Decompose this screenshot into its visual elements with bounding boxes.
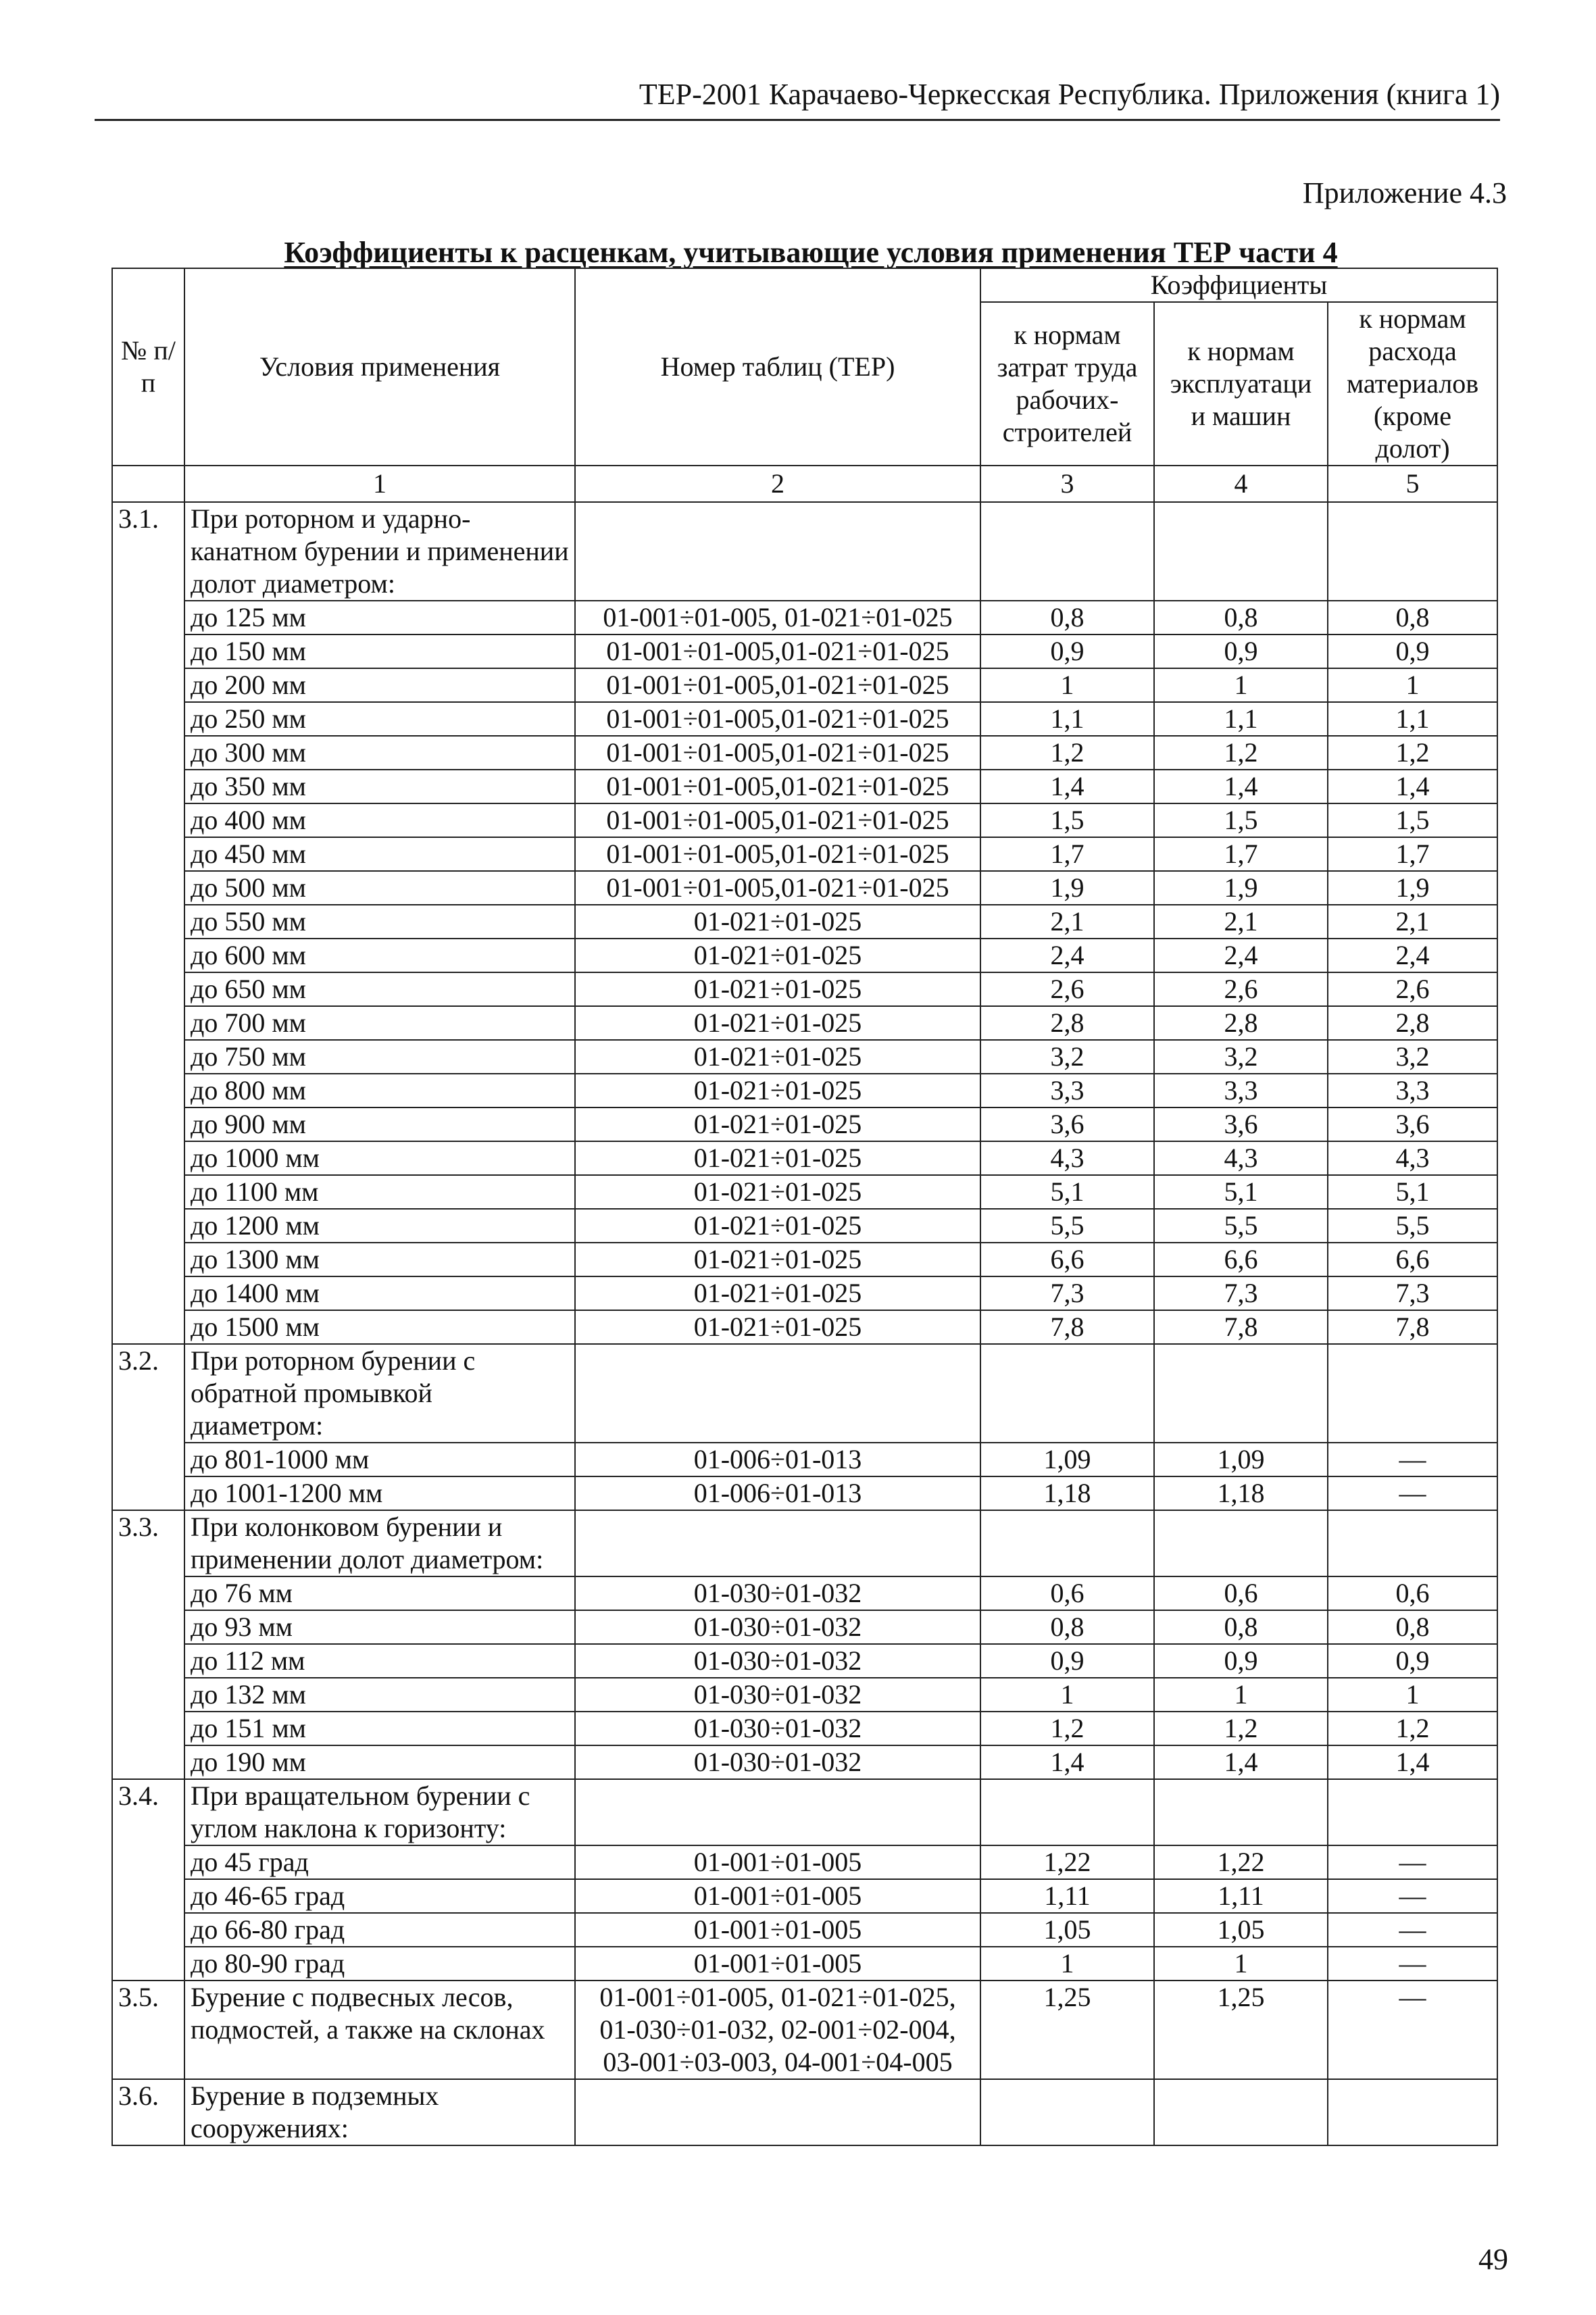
materials-coef-cell: 0,9	[1328, 634, 1497, 668]
labor-coef-cell: 1,18	[980, 1476, 1154, 1510]
labor-coef-cell: 2,4	[980, 939, 1154, 972]
materials-coef-cell: —	[1328, 1947, 1497, 1981]
section-labor	[980, 1779, 1154, 1845]
labor-coef-cell: 0,6	[980, 1576, 1154, 1610]
tables-cell: 01-030÷01-032	[575, 1678, 980, 1712]
machines-coef-cell: 1	[1154, 1678, 1328, 1712]
machines-coef-cell: 1,2	[1154, 736, 1328, 770]
machines-coef-cell: 2,6	[1154, 972, 1328, 1006]
table-row	[112, 601, 1497, 634]
condition-cell: до 700 мм	[184, 1006, 575, 1040]
table-row	[112, 1040, 1497, 1074]
condition-cell: до 450 мм	[184, 837, 575, 871]
condition-cell: до 801-1000 мм	[184, 1443, 575, 1476]
section-materials: —	[1328, 1981, 1497, 2079]
materials-coef-cell: 1,2	[1328, 736, 1497, 770]
machines-coef-cell: 3,6	[1154, 1107, 1328, 1141]
condition-cell: до 550 мм	[184, 905, 575, 939]
section-labor	[980, 502, 1154, 601]
materials-coef-cell: 1	[1328, 1678, 1497, 1712]
tables-cell: 01-006÷01-013	[575, 1476, 980, 1510]
machines-coef-cell: 5,1	[1154, 1175, 1328, 1209]
tables-cell: 01-021÷01-025	[575, 1175, 980, 1209]
tables-cell: 01-021÷01-025	[575, 939, 980, 972]
machines-coef-cell: 2,1	[1154, 905, 1328, 939]
labor-coef-cell: 1	[980, 1947, 1154, 1981]
condition-cell: до 76 мм	[184, 1576, 575, 1610]
labor-coef-cell: 1,09	[980, 1443, 1154, 1476]
table-row	[112, 1712, 1497, 1745]
machines-coef-cell: 1,05	[1154, 1913, 1328, 1947]
table-row	[112, 803, 1497, 837]
header-col-machines: к нормам эксплуатаци и машин	[1154, 302, 1328, 466]
table-body	[112, 502, 1497, 2145]
tables-cell: 01-030÷01-032	[575, 1712, 980, 1745]
table-row	[112, 1074, 1497, 1107]
section-number: 3.3.	[112, 1510, 184, 1779]
machines-coef-cell: 0,6	[1154, 1576, 1328, 1610]
tables-cell: 01-021÷01-025	[575, 1209, 980, 1243]
labor-coef-cell: 2,6	[980, 972, 1154, 1006]
table-title: Коэффициенты к расценкам, учитывающие условия применения ТЕР части 4	[284, 236, 1338, 269]
labor-coef-cell: 3,3	[980, 1074, 1154, 1107]
section-tables	[575, 1779, 980, 1845]
condition-cell: до 1001-1200 мм	[184, 1476, 575, 1510]
materials-coef-cell: —	[1328, 1476, 1497, 1510]
machines-coef-cell: 0,9	[1154, 634, 1328, 668]
condition-cell: до 900 мм	[184, 1107, 575, 1141]
materials-coef-cell: 0,9	[1328, 1644, 1497, 1678]
table-row	[112, 1443, 1497, 1476]
tables-cell: 01-021÷01-025	[575, 1276, 980, 1310]
column-number: 1	[184, 466, 575, 502]
section-materials	[1328, 1510, 1497, 1576]
materials-coef-cell: 2,8	[1328, 1006, 1497, 1040]
tables-cell: 01-001÷01-005,01-021÷01-025	[575, 770, 980, 803]
tables-cell: 01-001÷01-005,01-021÷01-025	[575, 668, 980, 702]
machines-coef-cell: 1,9	[1154, 871, 1328, 905]
table-row	[112, 668, 1497, 702]
materials-coef-cell: 2,6	[1328, 972, 1497, 1006]
header-col-group: Коэффициенты	[980, 268, 1497, 302]
table-row	[112, 905, 1497, 939]
condition-cell: до 1400 мм	[184, 1276, 575, 1310]
section-machines	[1154, 1510, 1328, 1576]
tables-cell: 01-001÷01-005	[575, 1845, 980, 1879]
condition-cell: до 1300 мм	[184, 1243, 575, 1276]
condition-cell: до 300 мм	[184, 736, 575, 770]
materials-coef-cell: 1,4	[1328, 1745, 1497, 1779]
table-row	[112, 837, 1497, 871]
labor-coef-cell: 1	[980, 1678, 1154, 1712]
section-machines	[1154, 2079, 1328, 2145]
machines-coef-cell: 2,4	[1154, 939, 1328, 972]
labor-coef-cell: 2,8	[980, 1006, 1154, 1040]
section-row	[112, 1779, 1497, 1845]
table-row	[112, 1644, 1497, 1678]
labor-coef-cell: 1,4	[980, 1745, 1154, 1779]
section-labor	[980, 2079, 1154, 2145]
machines-coef-cell: 6,6	[1154, 1243, 1328, 1276]
section-title: При колонковом бурении и применении долот диаметром:	[184, 1510, 575, 1576]
materials-coef-cell: 3,2	[1328, 1040, 1497, 1074]
table-row	[112, 939, 1497, 972]
section-tables	[575, 2079, 980, 2145]
section-tables	[575, 1344, 980, 1443]
table-row	[112, 1476, 1497, 1510]
condition-cell: до 46-65 град	[184, 1879, 575, 1913]
condition-cell: до 66-80 град	[184, 1913, 575, 1947]
labor-coef-cell: 1,22	[980, 1845, 1154, 1879]
tables-cell: 01-001÷01-005,01-021÷01-025	[575, 702, 980, 736]
section-title: При роторном бурении с обратной промывкой диаметром:	[184, 1344, 575, 1443]
materials-coef-cell: 0,6	[1328, 1576, 1497, 1610]
tables-cell: 01-001÷01-005	[575, 1947, 980, 1981]
table-row	[112, 702, 1497, 736]
condition-cell: до 750 мм	[184, 1040, 575, 1074]
condition-cell: до 200 мм	[184, 668, 575, 702]
section-tables	[575, 502, 980, 601]
materials-coef-cell: 1,2	[1328, 1712, 1497, 1745]
table-row	[112, 1209, 1497, 1243]
column-number: 5	[1328, 466, 1497, 502]
tables-cell: 01-001÷01-005,01-021÷01-025	[575, 871, 980, 905]
materials-coef-cell: 2,4	[1328, 939, 1497, 972]
machines-coef-cell: 1,5	[1154, 803, 1328, 837]
tables-cell: 01-021÷01-025	[575, 1006, 980, 1040]
machines-coef-cell: 1,18	[1154, 1476, 1328, 1510]
materials-coef-cell: —	[1328, 1879, 1497, 1913]
condition-cell: до 80-90 град	[184, 1947, 575, 1981]
condition-cell: до 800 мм	[184, 1074, 575, 1107]
machines-coef-cell: 4,3	[1154, 1141, 1328, 1175]
section-number: 3.4.	[112, 1779, 184, 1981]
section-labor: 1,25	[980, 1981, 1154, 2079]
column-number: 3	[980, 466, 1154, 502]
section-materials	[1328, 2079, 1497, 2145]
section-row	[112, 2079, 1497, 2145]
table-row	[112, 871, 1497, 905]
condition-cell: до 1200 мм	[184, 1209, 575, 1243]
materials-coef-cell: 0,8	[1328, 601, 1497, 634]
machines-coef-cell: 5,5	[1154, 1209, 1328, 1243]
condition-cell: до 112 мм	[184, 1644, 575, 1678]
tables-cell: 01-001÷01-005	[575, 1879, 980, 1913]
machines-coef-cell: 1,4	[1154, 1745, 1328, 1779]
materials-coef-cell: 4,3	[1328, 1141, 1497, 1175]
labor-coef-cell: 5,5	[980, 1209, 1154, 1243]
tables-cell: 01-021÷01-025	[575, 1243, 980, 1276]
section-materials	[1328, 502, 1497, 601]
section-title: Бурение с подвесных лесов, подмостей, а также на склонах	[184, 1981, 575, 2079]
machines-coef-cell: 1,11	[1154, 1879, 1328, 1913]
condition-cell: до 151 мм	[184, 1712, 575, 1745]
labor-coef-cell: 1	[980, 668, 1154, 702]
machines-coef-cell: 3,2	[1154, 1040, 1328, 1074]
condition-cell: до 45 град	[184, 1845, 575, 1879]
tables-cell: 01-021÷01-025	[575, 1074, 980, 1107]
table-row	[112, 1610, 1497, 1644]
tables-cell: 01-001÷01-005	[575, 1913, 980, 1947]
section-row	[112, 1981, 1497, 2079]
section-materials	[1328, 1344, 1497, 1443]
materials-coef-cell: 5,1	[1328, 1175, 1497, 1209]
table-row	[112, 1576, 1497, 1610]
section-title: Бурение в подземных сооружениях:	[184, 2079, 575, 2145]
tables-cell: 01-030÷01-032	[575, 1576, 980, 1610]
tables-cell: 01-021÷01-025	[575, 1310, 980, 1344]
materials-coef-cell: 1,9	[1328, 871, 1497, 905]
section-row	[112, 502, 1497, 601]
table-row	[112, 1678, 1497, 1712]
machines-coef-cell: 0,8	[1154, 601, 1328, 634]
table-row	[112, 634, 1497, 668]
table-row	[112, 736, 1497, 770]
table-row	[112, 1947, 1497, 1981]
section-machines	[1154, 502, 1328, 601]
section-machines: 1,25	[1154, 1981, 1328, 2079]
tables-cell: 01-001÷01-005,01-021÷01-025	[575, 803, 980, 837]
labor-coef-cell: 6,6	[980, 1243, 1154, 1276]
labor-coef-cell: 7,8	[980, 1310, 1154, 1344]
labor-coef-cell: 2,1	[980, 905, 1154, 939]
section-row	[112, 1344, 1497, 1443]
section-title: При роторном и ударно-канатном бурении и применении долот диаметром:	[184, 502, 575, 601]
materials-coef-cell: 1,7	[1328, 837, 1497, 871]
machines-coef-cell: 1,4	[1154, 770, 1328, 803]
condition-cell: до 250 мм	[184, 702, 575, 736]
table-row	[112, 1175, 1497, 1209]
materials-coef-cell: 1,4	[1328, 770, 1497, 803]
condition-cell: до 500 мм	[184, 871, 575, 905]
materials-coef-cell: 7,8	[1328, 1310, 1497, 1344]
labor-coef-cell: 3,6	[980, 1107, 1154, 1141]
column-number: 2	[575, 466, 980, 502]
page-number: 49	[1478, 2243, 1508, 2276]
materials-coef-cell: 1,5	[1328, 803, 1497, 837]
header-col-no: № п/п	[112, 268, 184, 466]
materials-coef-cell: 5,5	[1328, 1209, 1497, 1243]
tables-cell: 01-021÷01-025	[575, 1107, 980, 1141]
column-number	[112, 466, 184, 502]
condition-cell: до 125 мм	[184, 601, 575, 634]
coefficients-table	[111, 268, 1498, 2146]
materials-coef-cell: 2,1	[1328, 905, 1497, 939]
labor-coef-cell: 1,5	[980, 803, 1154, 837]
labor-coef-cell: 1,9	[980, 871, 1154, 905]
table-row	[112, 1243, 1497, 1276]
condition-cell: до 1100 мм	[184, 1175, 575, 1209]
tables-cell: 01-021÷01-025	[575, 1040, 980, 1074]
section-machines	[1154, 1779, 1328, 1845]
condition-cell: до 190 мм	[184, 1745, 575, 1779]
materials-coef-cell: —	[1328, 1845, 1497, 1879]
section-tables	[575, 1510, 980, 1576]
tables-cell: 01-021÷01-025	[575, 905, 980, 939]
section-number: 3.2.	[112, 1344, 184, 1510]
table-header	[112, 268, 1497, 502]
table-row	[112, 1107, 1497, 1141]
table-row	[112, 770, 1497, 803]
machines-coef-cell: 1,22	[1154, 1845, 1328, 1879]
table-row	[112, 1913, 1497, 1947]
machines-coef-cell: 7,3	[1154, 1276, 1328, 1310]
header-col-labor: к нормам затрат труда рабочих-строителей	[980, 302, 1154, 466]
header-col-tables: Номер таблиц (ТЕР)	[575, 268, 980, 466]
tables-cell: 01-006÷01-013	[575, 1443, 980, 1476]
header-col-materials: к нормам расхода материалов (кроме долот)	[1328, 302, 1497, 466]
machines-coef-cell: 0,9	[1154, 1644, 1328, 1678]
section-tables: 01-001÷01-005, 01-021÷01-025, 01-030÷01-032, 02-001÷02-004, 03-001÷03-003, 04-001÷04-005	[575, 1981, 980, 2079]
materials-coef-cell: 1,1	[1328, 702, 1497, 736]
condition-cell: до 400 мм	[184, 803, 575, 837]
section-row	[112, 1510, 1497, 1576]
materials-coef-cell: 7,3	[1328, 1276, 1497, 1310]
section-labor	[980, 1344, 1154, 1443]
machines-coef-cell: 1,1	[1154, 702, 1328, 736]
machines-coef-cell: 1,7	[1154, 837, 1328, 871]
labor-coef-cell: 0,8	[980, 1610, 1154, 1644]
tables-cell: 01-030÷01-032	[575, 1745, 980, 1779]
table-row	[112, 1276, 1497, 1310]
table-row	[112, 972, 1497, 1006]
tables-cell: 01-001÷01-005,01-021÷01-025	[575, 634, 980, 668]
machines-coef-cell: 3,3	[1154, 1074, 1328, 1107]
machines-coef-cell: 1	[1154, 1947, 1328, 1981]
machines-coef-cell: 2,8	[1154, 1006, 1328, 1040]
table-row	[112, 1745, 1497, 1779]
labor-coef-cell: 0,8	[980, 601, 1154, 634]
tables-cell: 01-001÷01-005,01-021÷01-025	[575, 837, 980, 871]
table-row	[112, 1141, 1497, 1175]
tables-cell: 01-030÷01-032	[575, 1610, 980, 1644]
condition-cell: до 150 мм	[184, 634, 575, 668]
materials-coef-cell: 0,8	[1328, 1610, 1497, 1644]
labor-coef-cell: 1,05	[980, 1913, 1154, 1947]
labor-coef-cell: 7,3	[980, 1276, 1154, 1310]
materials-coef-cell: 6,6	[1328, 1243, 1497, 1276]
condition-cell: до 1500 мм	[184, 1310, 575, 1344]
section-number: 3.6.	[112, 2079, 184, 2145]
condition-cell: до 650 мм	[184, 972, 575, 1006]
materials-coef-cell: 1	[1328, 668, 1497, 702]
tables-cell: 01-021÷01-025	[575, 972, 980, 1006]
materials-coef-cell: —	[1328, 1913, 1497, 1947]
tables-cell: 01-001÷01-005, 01-021÷01-025	[575, 601, 980, 634]
labor-coef-cell: 1,7	[980, 837, 1154, 871]
table-row	[112, 1879, 1497, 1913]
machines-coef-cell: 1	[1154, 668, 1328, 702]
machines-coef-cell: 1,09	[1154, 1443, 1328, 1476]
labor-coef-cell: 0,9	[980, 634, 1154, 668]
column-number: 4	[1154, 466, 1328, 502]
header-col-conditions: Условия применения	[184, 268, 575, 466]
running-header: ТЕР-2001 Карачаево-Черкесская Республика. Приложения (книга 1)	[95, 76, 1500, 121]
labor-coef-cell: 4,3	[980, 1141, 1154, 1175]
labor-coef-cell: 3,2	[980, 1040, 1154, 1074]
labor-coef-cell: 0,9	[980, 1644, 1154, 1678]
section-number: 3.1.	[112, 502, 184, 1344]
tables-cell: 01-001÷01-005,01-021÷01-025	[575, 736, 980, 770]
labor-coef-cell: 1,4	[980, 770, 1154, 803]
labor-coef-cell: 1,1	[980, 702, 1154, 736]
table-row	[112, 1006, 1497, 1040]
labor-coef-cell: 5,1	[980, 1175, 1154, 1209]
labor-coef-cell: 1,11	[980, 1879, 1154, 1913]
machines-coef-cell: 0,8	[1154, 1610, 1328, 1644]
section-materials	[1328, 1779, 1497, 1845]
condition-cell: до 132 мм	[184, 1678, 575, 1712]
table-row	[112, 1310, 1497, 1344]
tables-cell: 01-021÷01-025	[575, 1141, 980, 1175]
condition-cell: до 350 мм	[184, 770, 575, 803]
tables-cell: 01-030÷01-032	[575, 1644, 980, 1678]
condition-cell: до 93 мм	[184, 1610, 575, 1644]
labor-coef-cell: 1,2	[980, 1712, 1154, 1745]
table-row	[112, 1845, 1497, 1879]
machines-coef-cell: 7,8	[1154, 1310, 1328, 1344]
section-labor	[980, 1510, 1154, 1576]
section-machines	[1154, 1344, 1328, 1443]
materials-coef-cell: —	[1328, 1443, 1497, 1476]
condition-cell: до 600 мм	[184, 939, 575, 972]
materials-coef-cell: 3,3	[1328, 1074, 1497, 1107]
materials-coef-cell: 3,6	[1328, 1107, 1497, 1141]
column-number-row	[112, 466, 1497, 502]
section-title: При вращательном бурении с углом наклона к горизонту:	[184, 1779, 575, 1845]
labor-coef-cell: 1,2	[980, 736, 1154, 770]
machines-coef-cell: 1,2	[1154, 1712, 1328, 1745]
appendix-label: Приложение 4.3	[1302, 176, 1507, 209]
condition-cell: до 1000 мм	[184, 1141, 575, 1175]
section-number: 3.5.	[112, 1981, 184, 2079]
